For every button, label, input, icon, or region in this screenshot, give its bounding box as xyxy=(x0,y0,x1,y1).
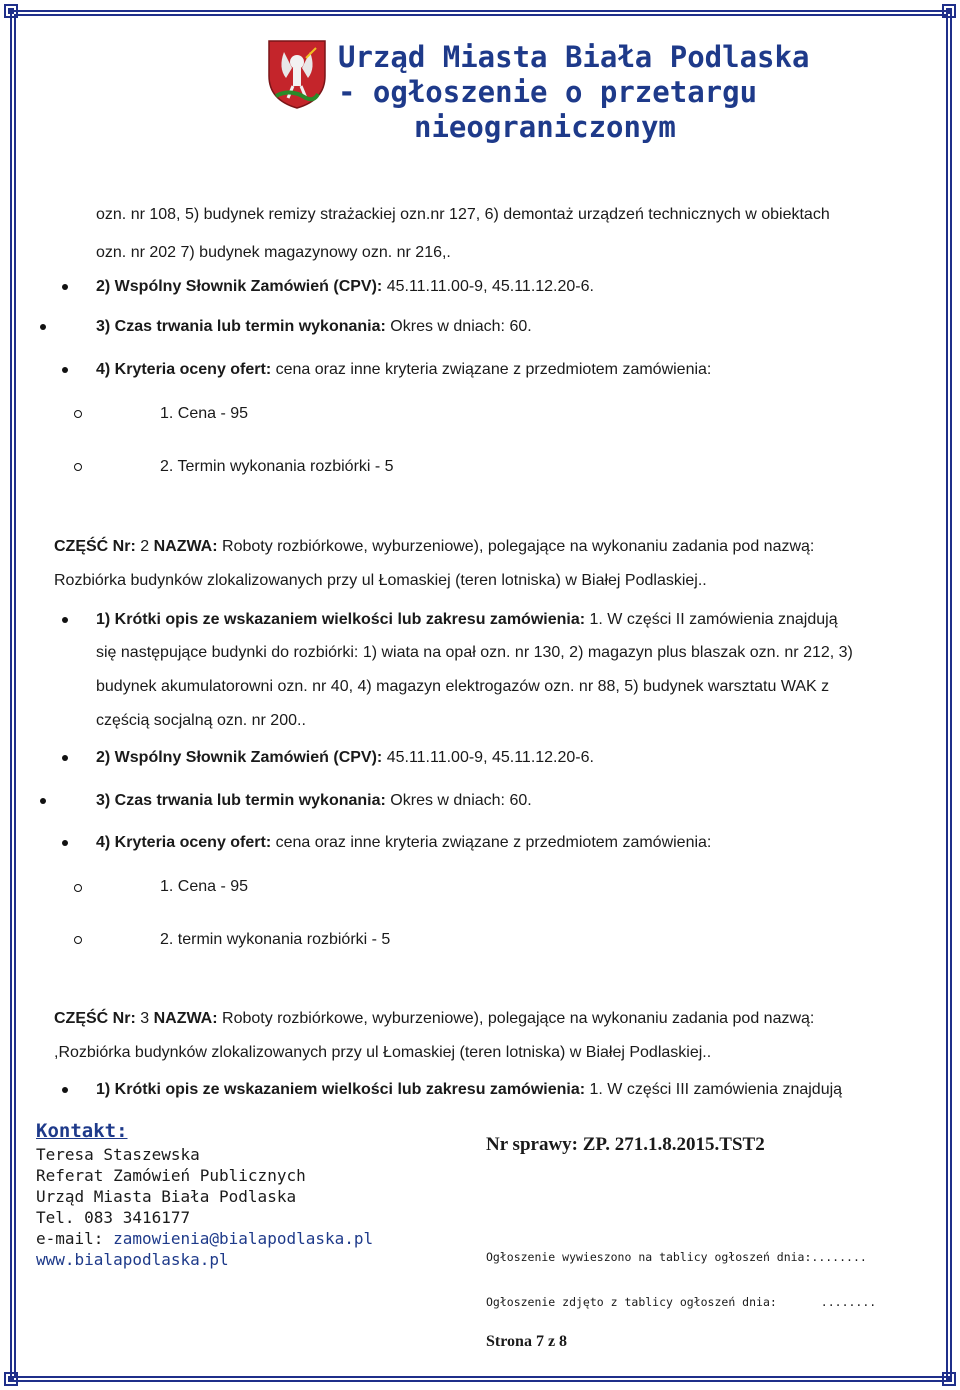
text-line: budynek akumulatorowni ozn. nr 40, 4) magazyn elektrogazów ozn. nr 88, 5) budynek warsztatu WAK z xyxy=(96,678,830,695)
page-number: Strona 7 z 8 xyxy=(486,1333,568,1350)
list-item xyxy=(96,277,594,297)
item-value: cena oraz inne kryteria związane z przedmiotem zamówienia: xyxy=(271,834,712,851)
bullet xyxy=(62,755,68,761)
bullet xyxy=(40,324,46,330)
posted-notice: Ogłoszenie wywieszono na tablicy ogłoszeń dnia:........ xyxy=(486,1250,867,1264)
contact-dept: Referat Zamówień Publicznych xyxy=(36,1166,306,1185)
city-crest-icon xyxy=(266,38,328,110)
contact-name: Teresa Staszewska xyxy=(36,1145,200,1164)
sub-bullet xyxy=(74,410,82,418)
bullet xyxy=(62,617,68,623)
contact-block xyxy=(36,1118,373,1270)
item-value: Okres w dniach: 60. xyxy=(385,792,532,809)
item-value: cena oraz inne kryteria związane z przedmiotem zamówienia: xyxy=(271,361,712,378)
corner-ornament xyxy=(4,1372,18,1386)
case-number: Nr sprawy: ZP. 271.1.8.2015.TST2 xyxy=(486,1134,765,1155)
list-item xyxy=(96,748,594,768)
text-line: ozn. nr 108, 5) budynek remizy strażackiej ozn.nr 127, 6) demontaż urządzeń technicznych w obiektach xyxy=(96,206,830,223)
sub-bullet xyxy=(74,463,82,471)
list-item xyxy=(96,317,532,337)
list-item xyxy=(96,791,532,811)
title-line: - ogłoszenie o przetargu xyxy=(338,75,758,109)
sub-item: 2. Termin wykonania rozbiórki - 5 xyxy=(160,458,394,475)
item-label: 4) Kryteria oceny ofert: xyxy=(96,361,272,378)
title-line: Urząd Miasta Biała Podlaska xyxy=(338,40,810,74)
list-item xyxy=(96,360,711,380)
item-value: Okres w dniach: 60. xyxy=(385,318,532,335)
item-label: 1) Krótki opis ze wskazaniem wielkości lub zakresu zamówienia: xyxy=(96,611,586,628)
text-line: Rozbiórka budynków zlokalizowanych przy ul Łomaskiej (teren lotniska) w Białej Podlaskiej.. xyxy=(54,572,707,589)
sub-item: 2. termin wykonania rozbiórki - 5 xyxy=(160,931,391,948)
item-value: 1. W części III zamówienia znajdują xyxy=(585,1081,843,1098)
item-label: 2) Wspólny Słownik Zamówień (CPV): xyxy=(96,278,383,295)
sub-bullet xyxy=(74,936,82,944)
title-line: nieograniczonym xyxy=(414,110,676,144)
bullet xyxy=(62,840,68,846)
corner-ornament xyxy=(942,1372,956,1386)
list-item xyxy=(96,833,711,853)
bullet xyxy=(62,367,68,373)
sub-item: 1. Cena - 95 xyxy=(160,878,249,895)
text-line: się następujące budynki do rozbiórki: 1) wiata na opał ozn. nr 130, 2) magazyn plus blaszak ozn. nr 212, 3) xyxy=(96,644,853,661)
website-link[interactable]: www.bialapodlaska.pl xyxy=(36,1250,229,1269)
item-label: 3) Czas trwania lub termin wykonania: xyxy=(96,318,386,335)
item-value: 45.11.11.00-9, 45.11.12.20-6. xyxy=(382,749,594,766)
corner-ornament xyxy=(942,4,956,18)
bullet xyxy=(62,1087,68,1093)
bullet xyxy=(62,284,68,290)
contact-heading: Kontakt: xyxy=(36,1120,128,1142)
item-label: 1) Krótki opis ze wskazaniem wielkości lub zakresu zamówienia: xyxy=(96,1081,586,1098)
item-value: 1. W części II zamówienia znajdują xyxy=(585,611,838,628)
removed-notice: Ogłoszenie zdjęto z tablicy ogłoszeń dnia: ........ xyxy=(486,1295,877,1309)
item-value: 45.11.11.00-9, 45.11.12.20-6. xyxy=(382,278,594,295)
part-heading: CZĘŚĆ Nr: 2 NAZWA: Roboty rozbiórkowe, wyburzeniowe), polegające na wykonaniu zadania pod nazwą: xyxy=(54,538,815,555)
corner-ornament xyxy=(4,4,18,18)
contact-office: Urząd Miasta Biała Podlaska xyxy=(36,1187,297,1206)
contact-email-line: e-mail: zamowienia@bialapodlaska.pl xyxy=(36,1229,374,1248)
part-heading: CZĘŚĆ Nr: 3 NAZWA: Roboty rozbiórkowe, wyburzeniowe), polegające na wykonaniu zadania pod nazwą: xyxy=(54,1010,815,1027)
list-item xyxy=(96,1080,842,1100)
bullet xyxy=(40,798,46,804)
item-label: 4) Kryteria oceny ofert: xyxy=(96,834,272,851)
text-line: ozn. nr 202 7) budynek magazynowy ozn. nr 216,. xyxy=(96,244,451,261)
list-item xyxy=(96,610,838,630)
contact-phone: Tel. 083 3416177 xyxy=(36,1208,191,1227)
sub-item: 1. Cena - 95 xyxy=(160,405,249,422)
item-label: 3) Czas trwania lub termin wykonania: xyxy=(96,792,386,809)
item-label: 2) Wspólny Słownik Zamówień (CPV): xyxy=(96,749,383,766)
text-line: częścią socjalną ozn. nr 200.. xyxy=(96,712,306,729)
text-line: ,Rozbiórka budynków zlokalizowanych przy ul Łomaskiej (teren lotniska) w Białej Podlaskiej.. xyxy=(54,1044,712,1061)
page-title xyxy=(338,40,918,145)
sub-bullet xyxy=(74,884,82,892)
email-link[interactable]: zamowienia@bialapodlaska.pl xyxy=(113,1229,374,1248)
